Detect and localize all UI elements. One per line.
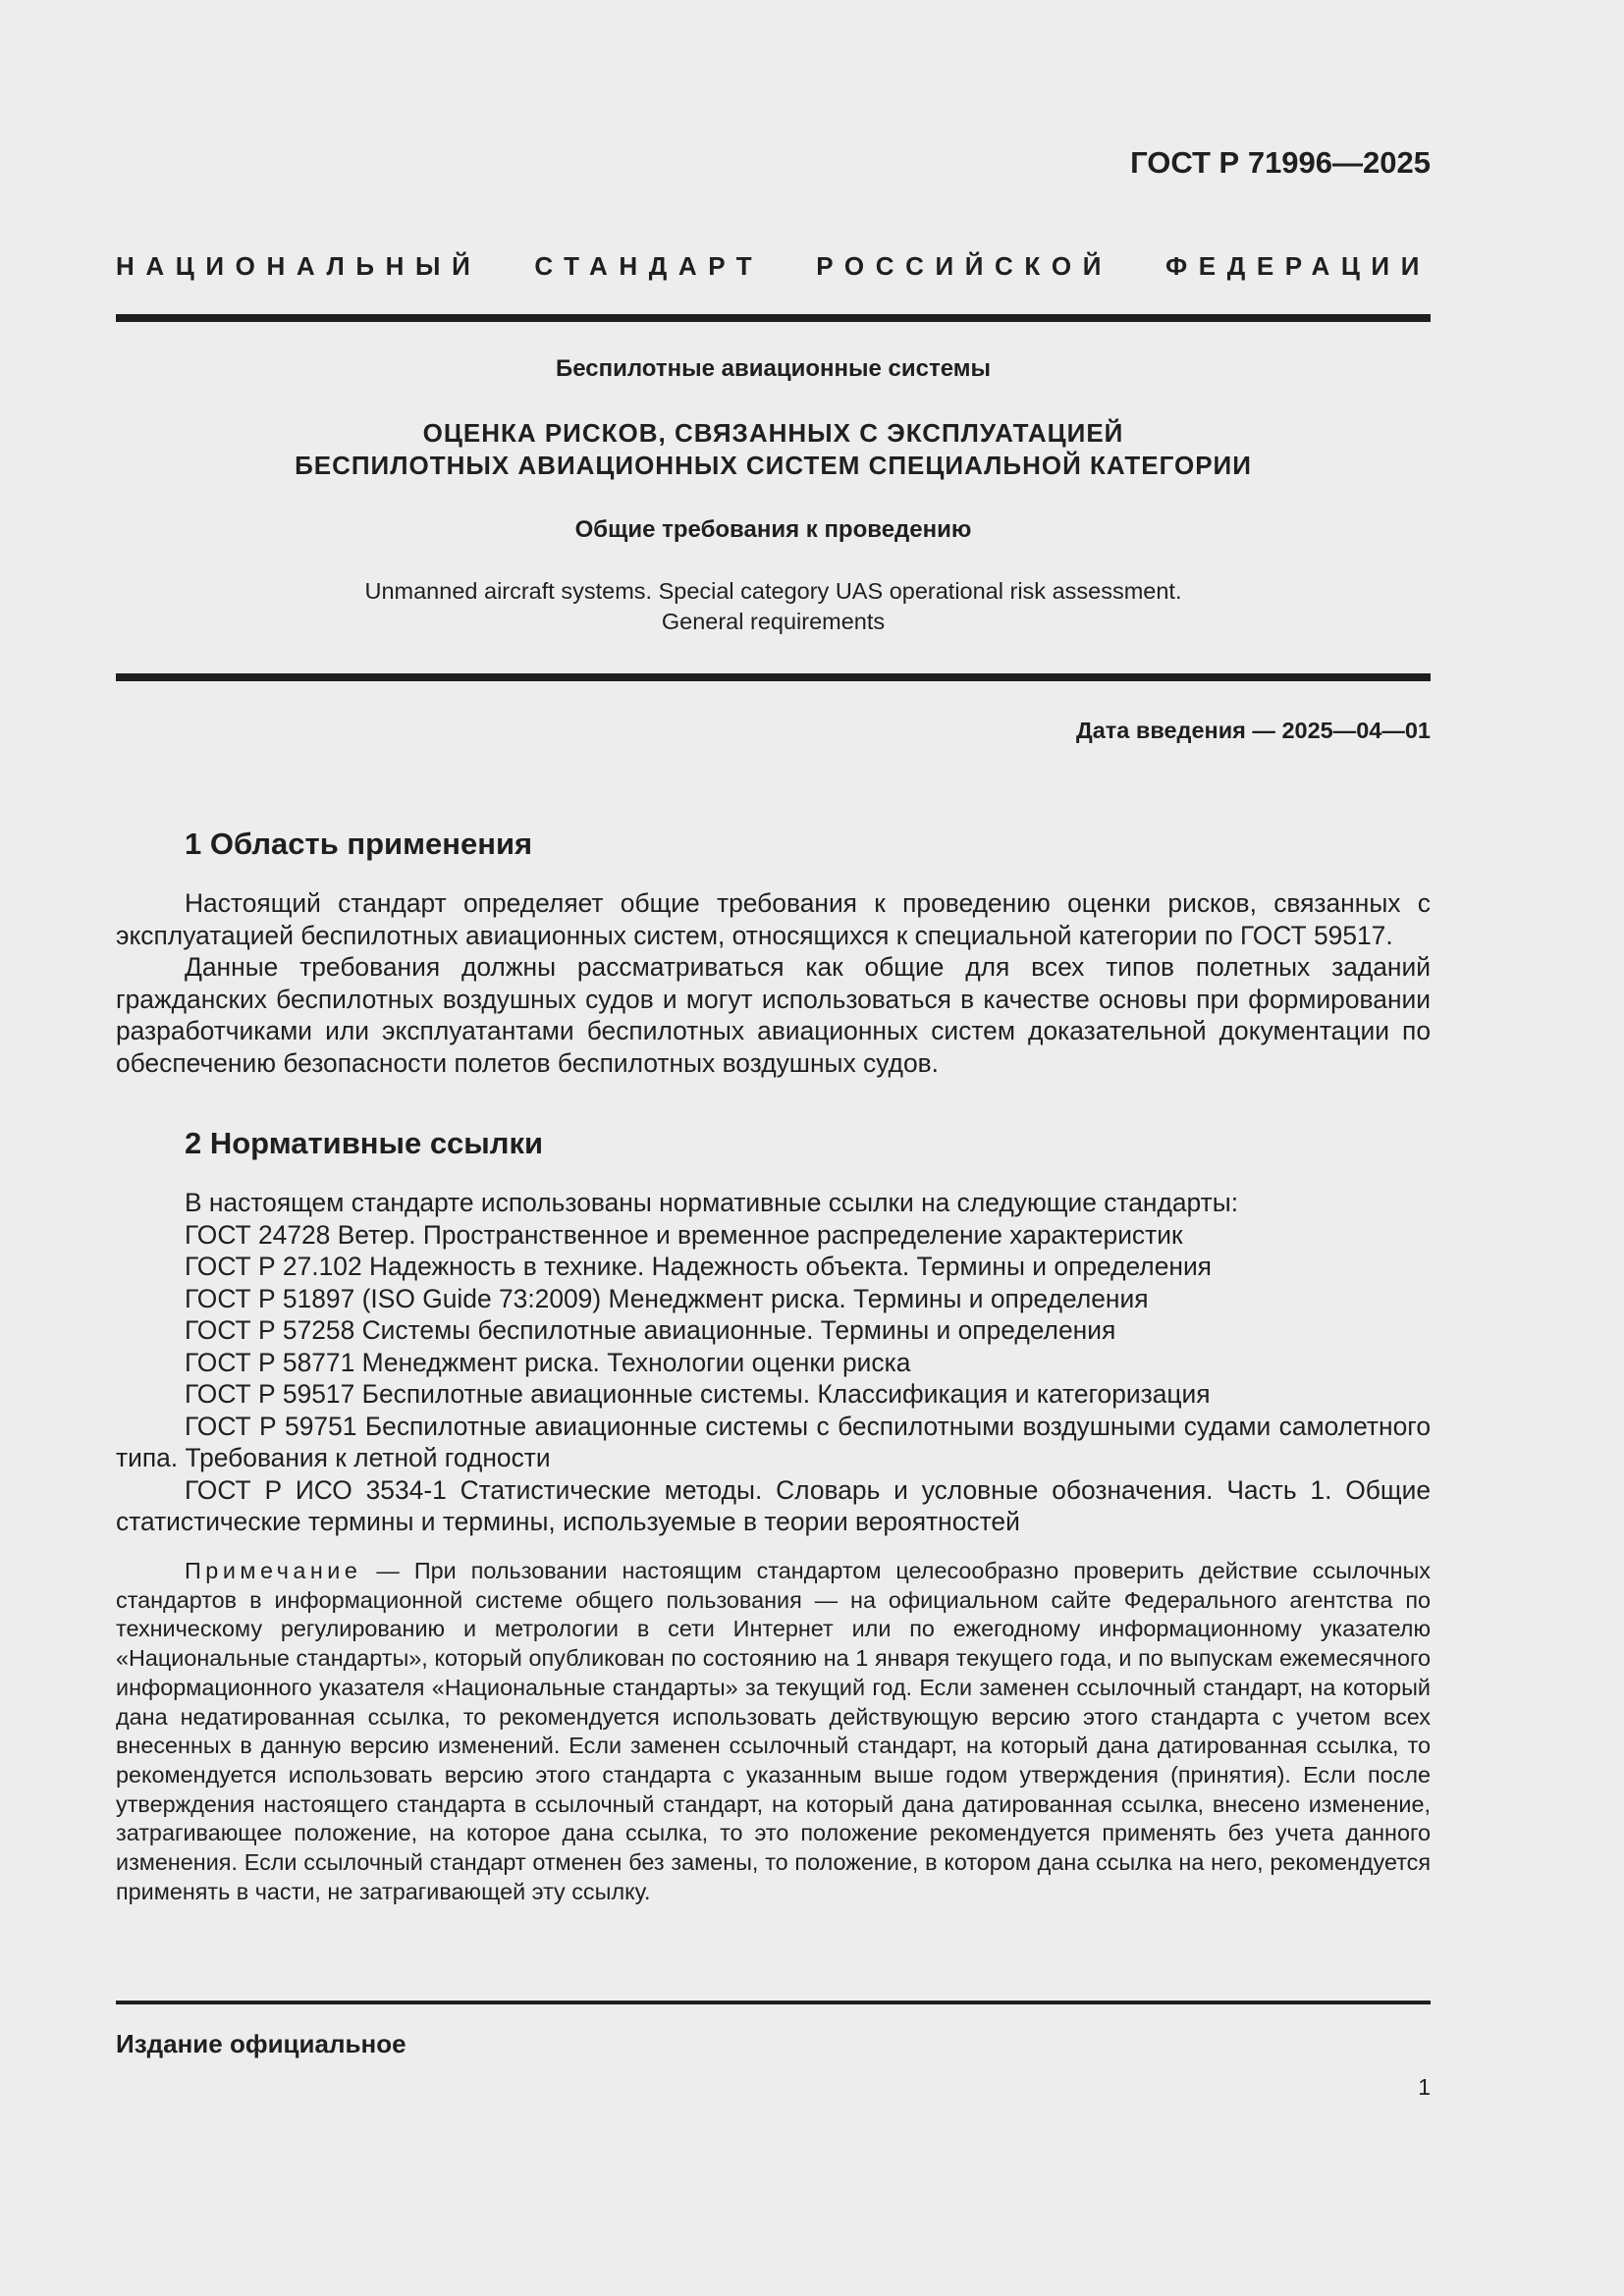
reference-item: ГОСТ Р 59751 Беспилотные авиационные системы с беспилотными воздушными судами самолетного типа. Требования к летной годности — [116, 1411, 1431, 1472]
document-subtitle: Общие требования к проведению — [574, 516, 972, 543]
english-title-line-1: Unmanned aircraft systems. Special category UAS operational risk assessment. — [364, 578, 1182, 604]
title-bottom-rule — [116, 673, 1431, 681]
gost-number: ГОСТ Р 71996—2025 — [1130, 145, 1431, 180]
section-2-body — [116, 1187, 1431, 1538]
section-1-paragraph: Данные требования должны рассматриваться как общие для всех типов полетных заданий гражданских беспилотных воздушных судов и могут использоваться в качестве основы при формировании разработчиками или эксплуатантами беспилотных авиационных систем доказательной документации по обеспечению безопасности полетов беспилотных воздушных судов. — [116, 952, 1431, 1078]
footer-rule — [116, 2001, 1431, 2004]
national-standard-banner: НАЦИОНАЛЬНЫЙ СТАНДАРТ РОССИЙСКОЙ ФЕДЕРАЦИИ — [116, 251, 1431, 281]
reference-item: ГОСТ Р 57258 Системы беспилотные авиационные. Термины и определения — [185, 1315, 1116, 1345]
section-1-paragraph: Настоящий стандарт определяет общие требования к проведению оценки рисков, связанных с эксплуатацией беспилотных авиационных систем, относящихся к специальной категории по ГОСТ 59517. — [116, 888, 1431, 950]
title-line-2: БЕСПИЛОТНЫХ АВИАЦИОННЫХ СИСТЕМ СПЕЦИАЛЬНОЙ КАТЕГОРИИ — [295, 451, 1252, 480]
references-intro: В настоящем стандарте использованы нормативные ссылки на следующие стандарты: — [185, 1188, 1239, 1217]
reference-item: ГОСТ Р 27.102 Надежность в технике. Надежность объекта. Термины и определения — [185, 1252, 1212, 1281]
top-rule — [116, 314, 1431, 322]
references-note — [116, 1557, 1431, 1906]
official-edition-label: Издание официальное — [116, 2029, 406, 2058]
reference-item: ГОСТ 24728 Ветер. Пространственное и временное распределение характеристик — [185, 1219, 1183, 1250]
standard-series: Беспилотные авиационные системы — [556, 355, 991, 382]
section-1-heading: 1 Область применения — [185, 827, 533, 861]
document-title — [116, 417, 1431, 482]
note-text: — При пользовании настоящим стандартом целесообразно проверить действие ссылочных стандартов в информационной системе общего пользования — на официальном сайте Федерального агентства по техническому регулированию и метрологии в сети Интернет или по ежегодному информационному указателю «Национальные стандарты», который опубликован по состоянию на 1 января текущего года, и по выпускам ежемесячного информационного указателя «Национальные стандарты» за текущий год. Если заменен ссылочный стандарт, на который дана недатированная ссылка, то рекомендуется использовать действующую версию этого стандарта с учетом всех внесенных в данную версию изменений. Если заменен ссылочный стандарт, на который дана датированная ссылка, то рекомендуется использовать версию этого стандарта с указанным выше годом утверждения (принятия). Если после утверждения настоящего стандарта в ссылочный стандарт, на который дана датированная ссылка, внесено изменение, затрагивающее положение, на которое дана ссылка, то это положение рекомендуется применять без учета данного изменения. Если ссылочный стандарт отменен без замены, то положение, в котором дана ссылка на него, рекомендуется применять в части, не затрагивающей эту ссылку. — [116, 1558, 1431, 1904]
reference-item: ГОСТ Р 58771 Менеджмент риска. Технологии оценки риска — [185, 1347, 911, 1377]
reference-item: ГОСТ Р ИСО 3534-1 Статистические методы. Словарь и условные обозначения. Часть 1. Общие статистические термины и термины, используемые в теории вероятностей — [116, 1474, 1431, 1536]
introduction-date: Дата введения — 2025—04—01 — [1075, 718, 1431, 743]
reference-item: ГОСТ Р 59517 Беспилотные авиационные системы. Классификация и категоризация — [185, 1379, 1211, 1409]
english-title-line-2: General requirements — [661, 609, 886, 634]
english-title — [116, 576, 1431, 637]
page-number: 1 — [1418, 2074, 1431, 2100]
note-label: Примечание — [185, 1558, 362, 1583]
section-1-body — [116, 887, 1431, 1079]
title-line-1: ОЦЕНКА РИСКОВ, СВЯЗАННЫХ С ЭКСПЛУАТАЦИЕЙ — [422, 418, 1124, 448]
section-2-heading: 2 Нормативные ссылки — [185, 1126, 544, 1160]
reference-item: ГОСТ Р 51897 (ISO Guide 73:2009) Менеджмент риска. Термины и определения — [185, 1283, 1149, 1313]
